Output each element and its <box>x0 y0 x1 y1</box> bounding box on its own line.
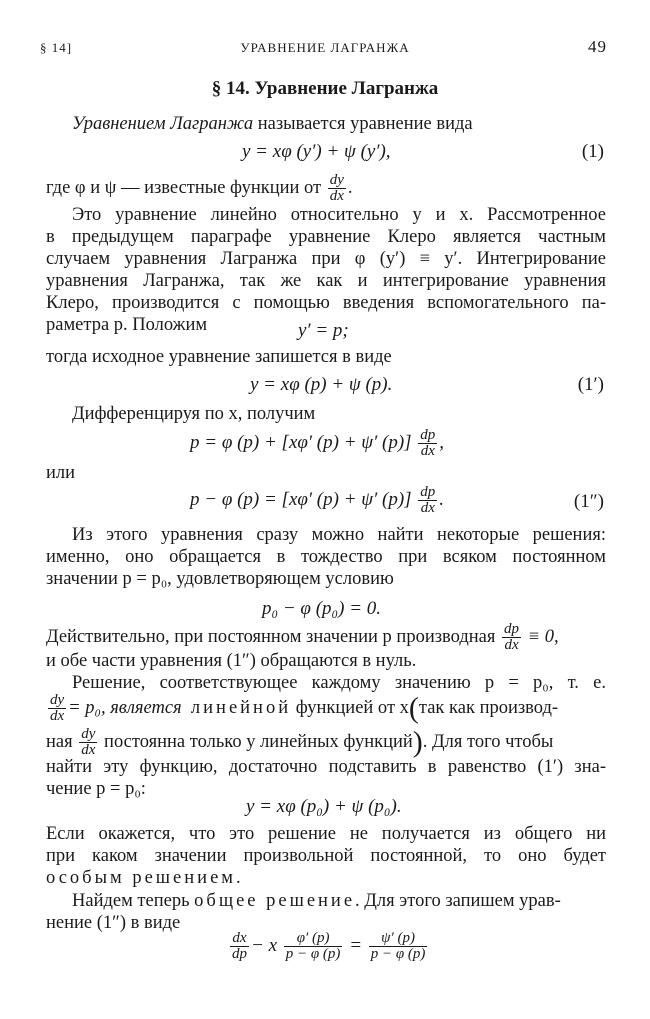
section-title: § 14. Уравнение Лагранжа <box>211 78 439 99</box>
equation-1-prime-number: (1′) <box>577 374 604 395</box>
p2-line-6: раметра p. Положим <box>46 315 208 335</box>
frac-dp-dx-2: $\frac{dp}{dx}$ <box>420 484 436 516</box>
p7-line-3: ная $\frac{dy}{dx}$ постоянна только у линейных функций). Для того чтобы <box>46 725 554 759</box>
p2-line-5: Клеро, производится с помощью введения вспомогательного па- <box>46 293 606 313</box>
p7-line-5: чение p = p₀: <box>46 779 146 799</box>
frac-psi: $\frac{\psi' (p)}{p - \varphi (p)}$ <box>370 930 426 962</box>
p7-line-4: найти эту функцию, достаточно подставить в равенство (1′) зна- <box>46 757 606 777</box>
page-number: 49 <box>588 37 607 56</box>
frac-dy-dx-2: $\frac{dy}{dx}$ <box>50 692 65 724</box>
header-title: УРАВНЕНИЕ ЛАГРАНЖА <box>240 40 410 55</box>
frac-phi: $\frac{\varphi' (p)}{p - \varphi (p)}$ <box>285 930 341 962</box>
where-line: где φ и ψ — известные функции от $\frac{dy}{dx}$ . <box>46 172 353 204</box>
p8-line-2: при каком значении произвольной постоянной, то оно будет <box>46 846 606 866</box>
p8-line-1: Если окажется, что это решение не получается из общего ни <box>46 824 606 844</box>
equation-1: y = xφ (y′) + ψ (y′), <box>242 141 391 162</box>
p9-line-2: нение (1″) в виде <box>46 913 181 933</box>
equation-1-number: (1) <box>581 141 604 162</box>
p6-line-1: Действительно, при постоянном значении p производная $\frac{dp}{dx}$ ≡ 0, <box>46 621 559 653</box>
frac-dp-dx: $\frac{dp}{dx}$ <box>420 427 436 459</box>
term-lagrange: Уравнением Лагранжа <box>72 114 254 134</box>
p5-line-1: Из этого уравнения сразу можно найти некоторые решения: <box>72 525 606 545</box>
p6-line-2: и обе части уравнения (1″) обращаются в нуль. <box>46 651 417 671</box>
p2-line-2: в предыдущем параграфе уравнение Клеро является частным <box>46 227 606 247</box>
p7-line-2: $\frac{dy}{dx}$ = p₀, является линейной функцией от x(так как производ- <box>50 691 559 725</box>
equation-differentiated: p = φ (p) + [xφ′ (p) + ψ′ (p)] $\frac{dp}{dx}$ , <box>190 427 445 459</box>
p4-line: Дифференцируя по x, получим <box>72 404 316 424</box>
p5-line-2: именно, оно обращается в тождество при всяком постоянном <box>46 547 606 567</box>
intro-rest: называется уравнение вида <box>253 114 473 134</box>
header-section-ref: § 14] <box>40 40 73 55</box>
frac-dx-dp: $\frac{dx}{dp}$ <box>232 930 247 962</box>
p7-line-1: Решение, соответствующее каждому значению p = p₀, т. е. <box>72 673 606 693</box>
equation-1-double-prime: p − φ (p) = [xφ′ (p) + ψ′ (p)] $\frac{dp}{dx}$ . <box>190 484 445 516</box>
frac-dp-dx-3: $\frac{dp}{dx}$ <box>504 621 520 653</box>
frac-dy-dx-3: $\frac{dy}{dx}$ <box>81 726 96 758</box>
equation-condition: p₀ − φ (p₀) = 0. <box>262 598 382 619</box>
equation-1-prime: y = xφ (p) + ψ (p). <box>250 374 393 395</box>
p3-line: тогда исходное уравнение запишется в виде <box>46 347 392 367</box>
equation-solution: y = xφ (p₀) + ψ (p₀). <box>246 796 402 817</box>
p2-line-1: Это уравнение линейно относительно y и x. Рассмотренное <box>72 205 606 225</box>
p2-line-4: уравнения Лагранжа, так же как и интегрирование уравнения <box>46 271 606 291</box>
p2-line-3: случаем уравнения Лагранжа при φ (y′) ≡ y′. Интегрирование <box>46 249 606 269</box>
frac-dy-dx: $\frac{dy}{dx}$ <box>329 172 344 204</box>
p8-line-3: особым решением. <box>46 868 241 888</box>
equation-1-double-prime-number: (1″) <box>573 491 604 512</box>
or-word: или <box>46 463 76 483</box>
equation-substitution: y′ = p; <box>298 320 349 341</box>
p5-line-3: значении p = p₀, удовлетворяющем условию <box>46 569 394 589</box>
where-text: где φ и ψ — известные функции от <box>46 177 322 198</box>
p9-line-1: Найдем теперь общее решение. Для этого запишем урав- <box>72 891 561 911</box>
equation-final: $\frac{dx}{dp}$ − x $\frac{\varphi' (p)}{p - \varphi (p)}$ = $\frac{\psi' (p)}{p - \varphi (p)}$ <box>232 930 426 962</box>
intro-line <box>72 113 473 135</box>
